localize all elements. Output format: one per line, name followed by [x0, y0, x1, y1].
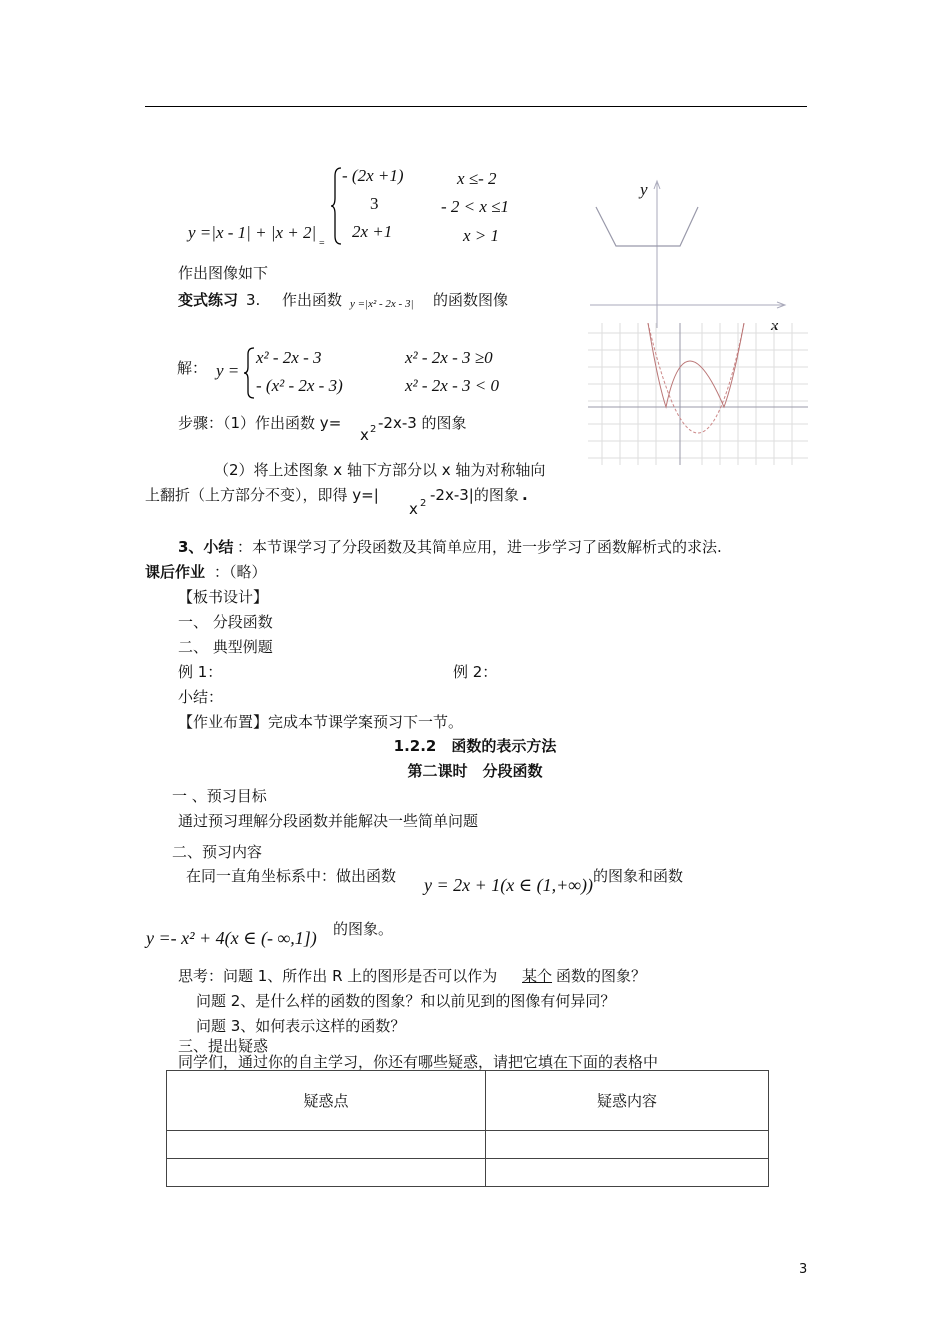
formula-1-case-3-cond: x > 1: [463, 226, 500, 245]
draw-graph-text: 作出图像如下: [178, 264, 269, 282]
step-2-exponent: 2: [420, 498, 427, 509]
formula-1-eq: =: [319, 238, 325, 249]
board-item-2: 二、 典型例题: [178, 638, 273, 656]
preview-heading-1: 一 、预习目标: [172, 787, 267, 805]
think-question-1b: 函数的图象？: [556, 967, 647, 985]
table-cell[interactable]: [486, 1131, 769, 1159]
step-2-text-a: （2）将上述图象 x 轴下方部分以 x 轴为对称轴向: [214, 461, 546, 479]
step-2-text-b: 上翻折（上方部分不变），即得 y=|: [145, 486, 379, 504]
formula-1-case-1-cond: x ≤- 2: [457, 169, 497, 188]
solution-label: 解：: [177, 359, 208, 377]
homework-label: 课后作业: [145, 563, 206, 581]
preview-paragraph-2a: 在同一直角坐标系中：做出函数: [186, 867, 397, 885]
solution-case-2-cond: x² - 2x - 3 < 0: [405, 376, 499, 395]
table-row: [167, 1131, 769, 1159]
solution-case-1-expr: x² - 2x - 3: [256, 348, 322, 367]
think-question-3: 问题 3、如何表示这样的函数？: [196, 1017, 406, 1035]
page-number: 3: [799, 1262, 808, 1277]
formula-1-case-2-cond: - 2 < x ≤1: [441, 197, 510, 216]
step-2-text-c: -2x-3|的图象: [430, 486, 519, 504]
summary-text: ：本节课学习了分段函数及其简单应用，进一步学习了函数解析式的求法.: [237, 538, 722, 556]
solution-brace: [243, 346, 257, 400]
step-1-text-b: -2x-3 的图象: [378, 414, 467, 432]
board-assignment: 【作业布置】完成本节课学案预习下一节。: [178, 713, 464, 731]
step-1-x: x: [360, 426, 369, 444]
solution-lhs: y =: [216, 361, 240, 380]
step-2-dot: .: [522, 486, 528, 504]
section-subtitle: 第二课时 分段函数: [407, 762, 543, 780]
doubt-heading: 三、提出疑惑: [178, 1037, 269, 1055]
table-cell[interactable]: [486, 1159, 769, 1187]
preview-heading-2: 二、预习内容: [172, 843, 263, 861]
table-header-doubt-content: 疑惑内容: [486, 1071, 769, 1131]
formula-1-case-1-expr: - (2x +1): [342, 166, 404, 185]
preview-function-1: y = 2x + 1(x ∈ (1,+∞)): [424, 875, 594, 895]
formula-1-lhs: y =|x - 1| + |x + 2|: [188, 223, 317, 242]
graph-abs-sum: [590, 175, 800, 335]
header-rule: [145, 106, 807, 107]
board-example-2: 例 2：: [453, 663, 498, 681]
board-example-1: 例 1：: [178, 663, 223, 681]
step-2-x: x: [409, 500, 418, 518]
board-title: 【板书设计】: [178, 588, 269, 606]
doubt-paragraph: 同学们，通过你的自主学习，你还有哪些疑惑，请把它填在下面的表格中: [178, 1053, 659, 1071]
think-question-1-underlined: 某个: [522, 967, 553, 985]
table-cell[interactable]: [167, 1131, 486, 1159]
board-summary: 小结：: [178, 688, 224, 706]
table-cell[interactable]: [167, 1159, 486, 1187]
preview-paragraph-1: 通过预习理解分段函数并能解决一些简单问题: [178, 812, 479, 830]
think-question-1a: 思考：问题 1、所作出 R 上的图形是否可以作为: [178, 967, 498, 985]
step-1-exponent: 2: [370, 424, 377, 435]
preview-paragraph-2b: 的图象和函数: [593, 867, 684, 885]
step-1-text-a: 步骤：（1）作出函数 y=: [178, 414, 342, 432]
section-title: 1.2.2 函数的表示方法: [393, 737, 557, 755]
solution-case-2-expr: - (x² - 2x - 3): [256, 376, 343, 395]
graph-abs-quadratic: [588, 323, 808, 465]
formula-1-case-2-expr: 3: [370, 194, 379, 213]
preview-paragraph-2c: 的图象。: [333, 920, 394, 938]
exercise-function: y =|x² - 2x - 3|: [350, 298, 414, 310]
summary-label: 3、小结: [178, 538, 234, 556]
solution-case-1-cond: x² - 2x - 3 ≥0: [405, 348, 493, 367]
doubt-table: [166, 1070, 769, 1187]
homework-text: ：（略）: [214, 563, 267, 581]
preview-function-2: y =- x² + 4(x ∈ (- ∞,1]): [146, 928, 317, 948]
table-header-row: [167, 1071, 769, 1131]
exercise-text-2: 的函数图像: [433, 291, 509, 309]
table-row: [167, 1159, 769, 1187]
board-item-1: 一、 分段函数: [178, 613, 273, 631]
exercise-number: 3.: [246, 291, 261, 309]
exercise-text-1: 作出函数: [282, 291, 343, 309]
exercise-label: 变式练习: [178, 291, 239, 309]
graph-1-y-label: y: [640, 180, 648, 199]
formula-1-case-3-expr: 2x +1: [352, 222, 393, 241]
think-question-2: 问题 2、是什么样的函数的图象？和以前见到的图像有何异同？: [196, 992, 616, 1010]
table-header-doubt-point: 疑惑点: [167, 1071, 486, 1131]
graph-1-x-label: x: [771, 318, 779, 334]
